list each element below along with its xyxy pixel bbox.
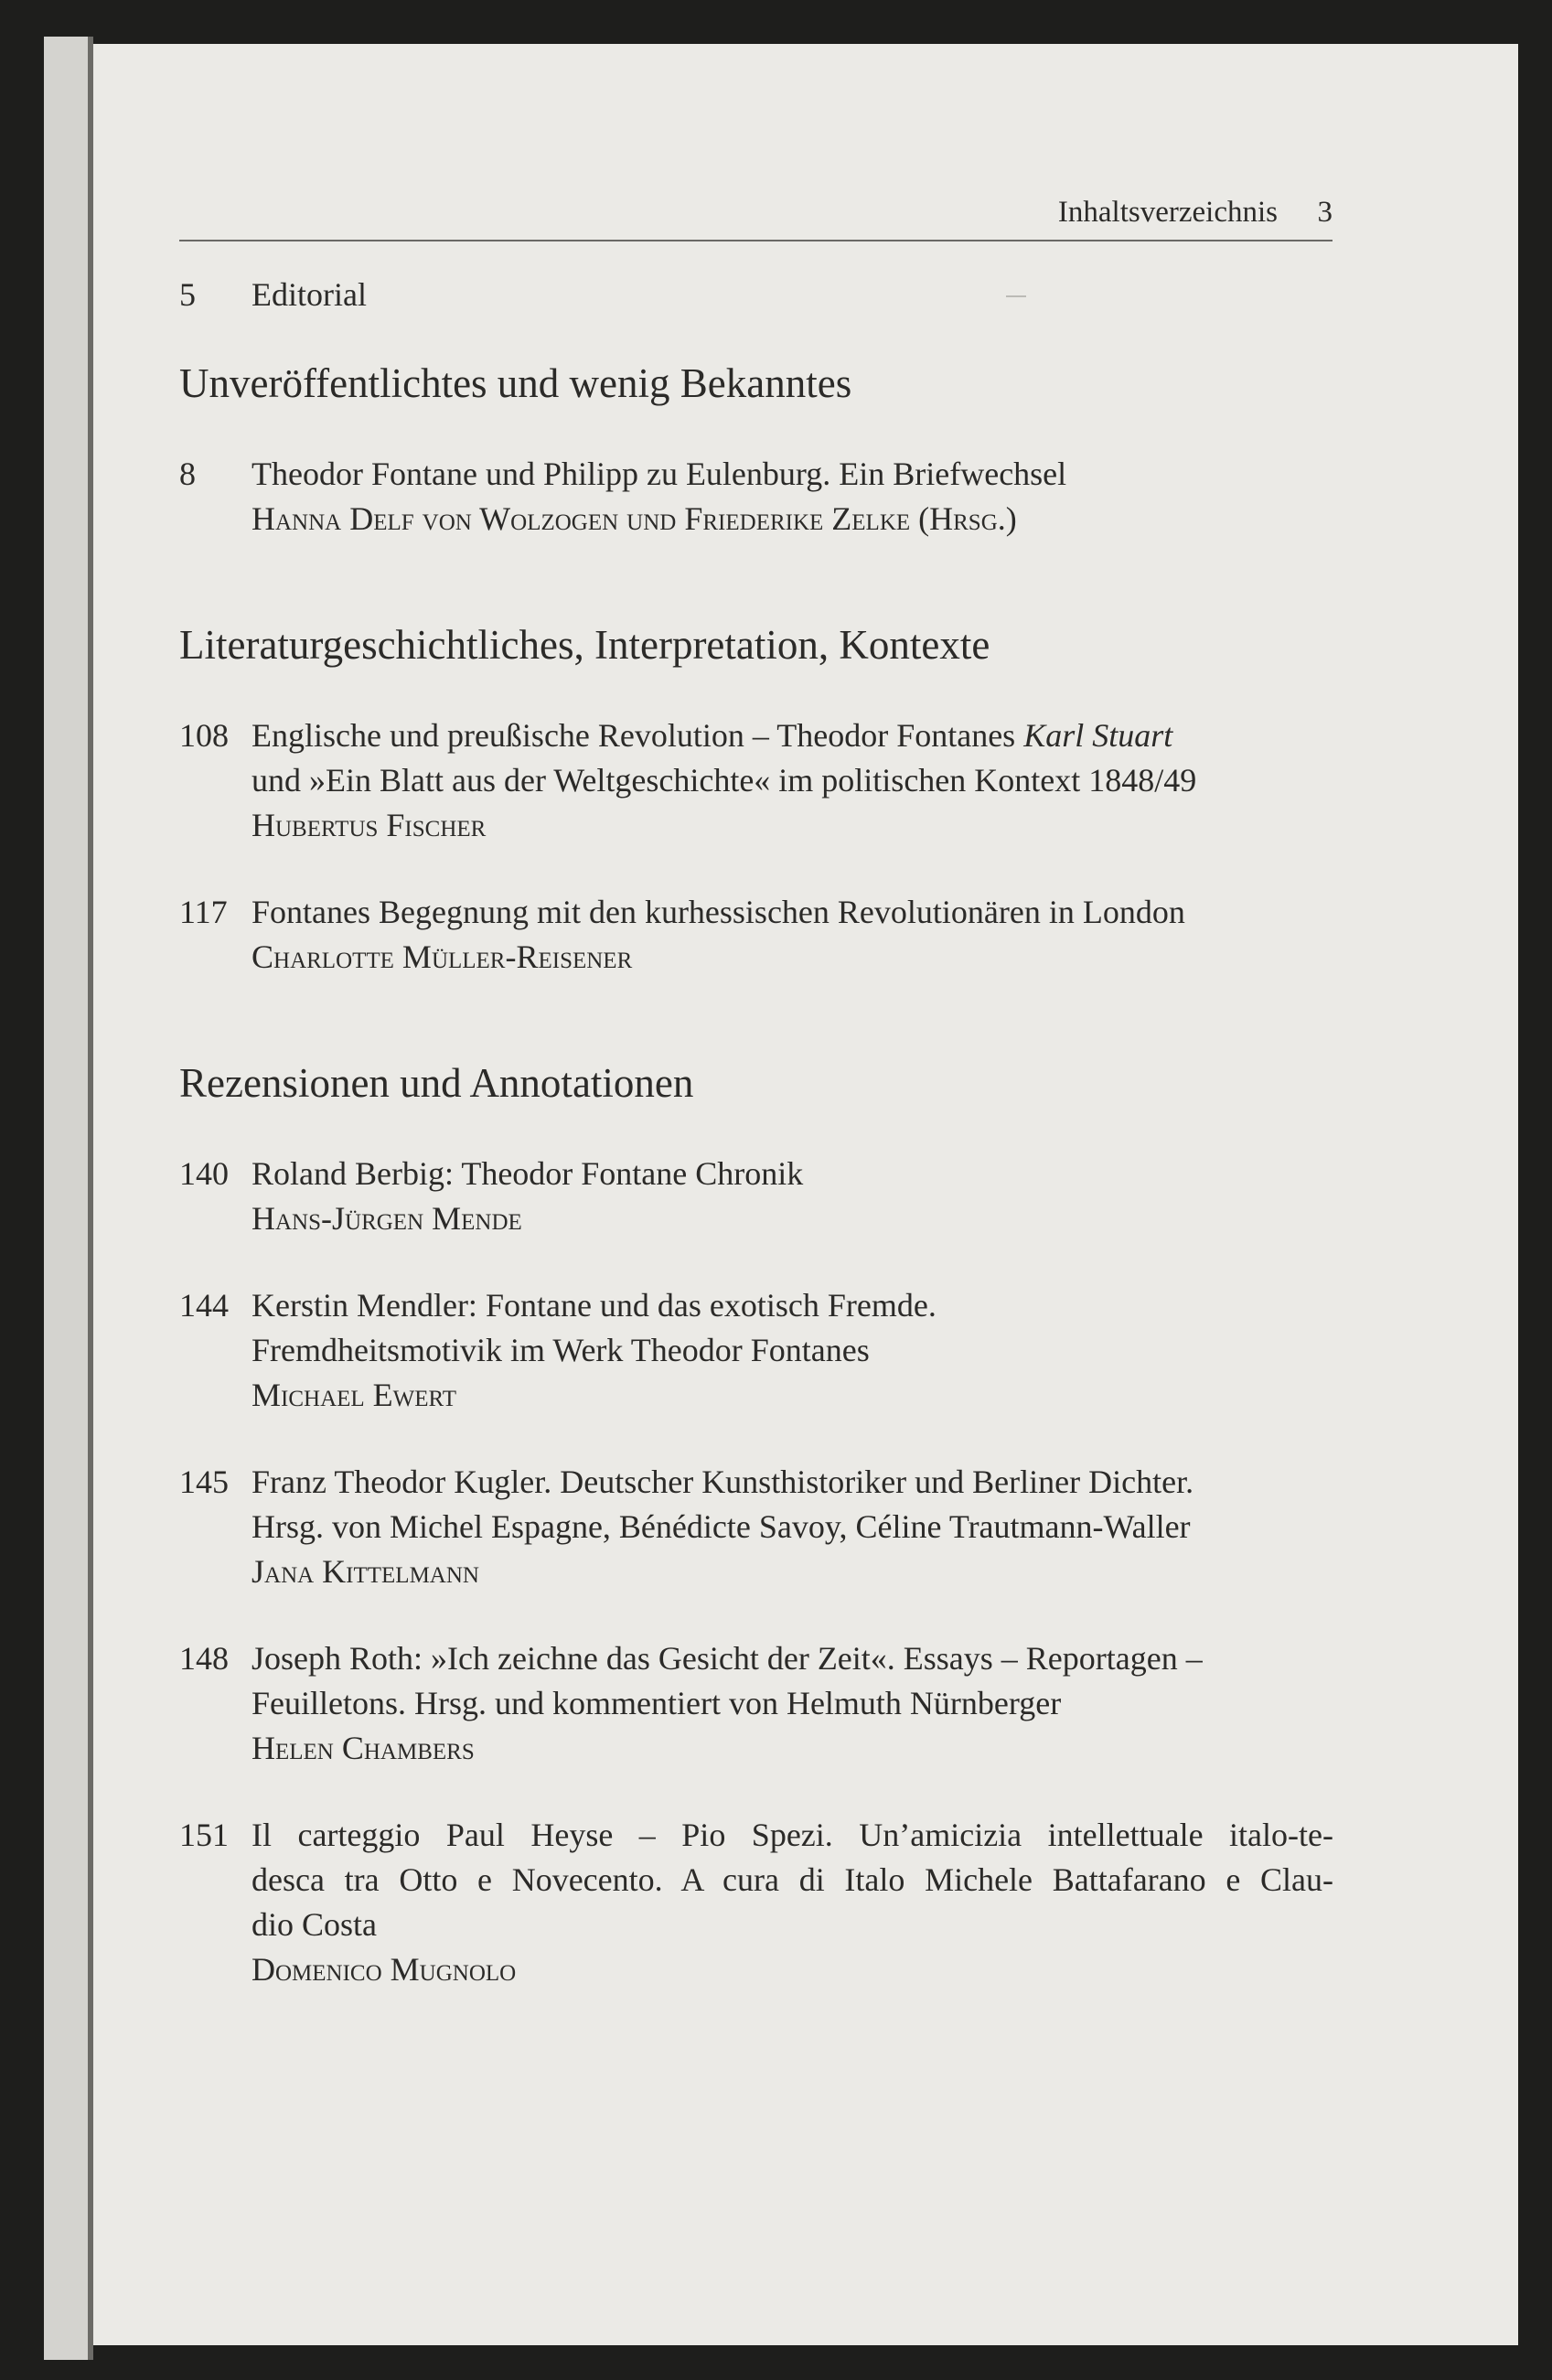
section-heading: Unveröffentlichtes und wenig Bekanntes <box>179 360 852 406</box>
entry-title-line <box>252 1903 1333 1947</box>
entry-title-line <box>252 1460 1333 1505</box>
entry-page-number: 148 <box>179 1640 229 1677</box>
entry-title-line <box>252 1505 1333 1549</box>
toc-entry[interactable] <box>179 1283 1333 1418</box>
toc-entry[interactable] <box>179 713 1333 848</box>
entry-title-text: Feuilletons. Hrsg. und kommentiert von Helmuth Nürnberger <box>252 1685 1062 1721</box>
entry-author: Jana Kittelmann <box>252 1553 479 1590</box>
entry-body <box>252 273 1333 317</box>
section-heading: Rezensionen und Annotationen <box>179 1060 694 1106</box>
entry-title-line <box>252 273 1333 317</box>
toc-entry[interactable] <box>179 1460 1333 1594</box>
entry-title-text: Roland Berbig: Theodor Fontane Chronik <box>252 1155 804 1192</box>
entry-author: Charlotte Müller-Reisener <box>252 938 633 975</box>
entry-title-line <box>252 890 1333 935</box>
entry-page-number: 145 <box>179 1463 229 1500</box>
toc-entry[interactable] <box>179 1636 1333 1771</box>
entry-author: Michael Ewert <box>252 1377 456 1413</box>
entry-title-line <box>252 1813 1333 1858</box>
toc-entry[interactable] <box>179 1152 1333 1241</box>
entry-title-text: Kerstin Mendler: Fontane und das exotisch Fremde. <box>252 1287 937 1324</box>
toc-entry[interactable] <box>179 452 1333 541</box>
table-of-contents <box>179 273 1333 1992</box>
entry-body <box>252 890 1333 980</box>
entry-author: Hans-Jürgen Mende <box>252 1200 522 1237</box>
entry-title-italic: Karl Stuart <box>1023 717 1173 754</box>
entry-author: Helen Chambers <box>252 1730 475 1766</box>
entry-title-text: Theodor Fontane und Philipp zu Eulenburg. Ein Briefwechsel <box>252 456 1067 492</box>
entry-title-text: Il carteggio Paul Heyse – Pio Spezi. Un’amicizia intellettuale italo-te- <box>252 1817 1333 1853</box>
entry-body <box>252 713 1333 848</box>
entry-body <box>252 1636 1333 1771</box>
entry-title-line <box>252 713 1333 758</box>
running-header <box>179 188 1333 236</box>
entry-page-number: 108 <box>179 717 229 754</box>
entry-title-line <box>252 1858 1333 1903</box>
entry-page-number: 144 <box>179 1287 229 1324</box>
entry-page-number: 117 <box>179 894 228 930</box>
entry-body <box>252 452 1333 541</box>
entry-author: Domenico Mugnolo <box>252 1951 517 1988</box>
entry-title-text: Englische und preußische Revolution – Theodor Fontanes <box>252 717 1024 754</box>
entry-title-line <box>252 1283 1333 1328</box>
entry-author: Hubertus Fischer <box>252 807 487 843</box>
entry-title-text: Joseph Roth: »Ich zeichne das Gesicht der Zeit«. Essays – Reportagen – <box>252 1640 1203 1677</box>
entry-title-line <box>252 758 1333 803</box>
entry-title-line <box>252 1328 1333 1373</box>
section-heading: Literaturgeschichtliches, Interpretation, Kontexte <box>179 622 990 668</box>
entry-page-number: 151 <box>179 1817 229 1853</box>
entry-body <box>252 1813 1333 1992</box>
entry-title-text: Fontanes Begegnung mit den kurhessischen Revolutionären in London <box>252 894 1185 930</box>
toc-entry[interactable] <box>179 273 1333 317</box>
entry-title-text: desca tra Otto e Novecento. A cura di Italo Michele Battafarano e Clau- <box>252 1861 1333 1898</box>
entry-page-number: 5 <box>179 276 196 313</box>
toc-entry[interactable] <box>179 890 1333 980</box>
entry-author: Hanna Delf von Wolzogen und Friederike Zelke (Hrsg.) <box>252 500 1017 537</box>
entry-body <box>252 1460 1333 1594</box>
entry-title-line <box>252 452 1333 497</box>
entry-title-text: und »Ein Blatt aus der Weltgeschichte« im politischen Kontext 1848/49 <box>252 762 1197 799</box>
entry-body <box>252 1283 1333 1418</box>
running-header-title: Inhaltsverzeichnis <box>1057 196 1278 229</box>
entry-title-line <box>252 1152 1333 1196</box>
page-number: 3 <box>1317 196 1333 229</box>
entry-page-number: 8 <box>179 456 196 492</box>
toc-entry[interactable] <box>179 1813 1333 1992</box>
header-rule <box>179 240 1333 241</box>
entry-title-text: Franz Theodor Kugler. Deutscher Kunsthistoriker und Berliner Dichter. <box>252 1463 1194 1500</box>
entry-title-text: dio Costa <box>252 1906 378 1943</box>
entry-title-text: Editorial <box>252 276 367 313</box>
entry-title-text: Fremdheitsmotivik im Werk Theodor Fontanes <box>252 1332 870 1368</box>
entry-title-line <box>252 1636 1333 1681</box>
facing-page-edge <box>44 37 90 2360</box>
entry-title-line <box>252 1681 1333 1726</box>
entry-body <box>252 1152 1333 1241</box>
entry-page-number: 140 <box>179 1155 229 1192</box>
entry-title-text: Hrsg. von Michel Espagne, Bénédicte Savoy, Céline Trautmann-Waller <box>252 1508 1191 1545</box>
